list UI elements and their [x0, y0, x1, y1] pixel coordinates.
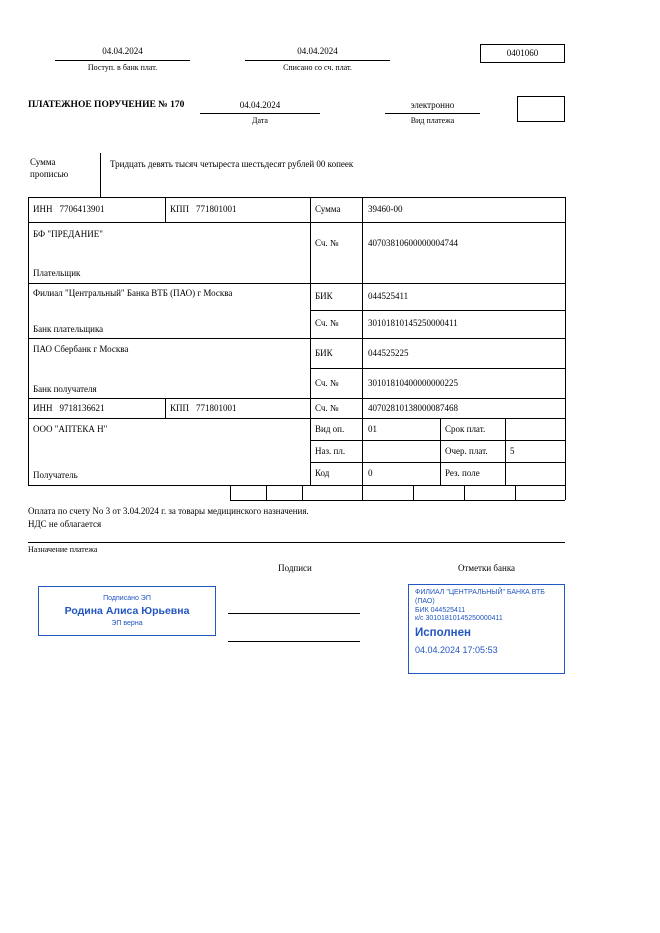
debited-label: Списано со сч. плат.: [283, 63, 352, 72]
table-border: [362, 197, 363, 485]
debited-date: 04.04.2024: [297, 46, 338, 56]
payer-bank-name: Филиал "Центральный" Банка ВТБ (ПАО) г Москва: [33, 288, 233, 298]
table-border: [28, 485, 565, 486]
table-border: [310, 368, 565, 369]
amount-in-words: Тридцать девять тысяч четыреста шестьдесят рублей 00 копеек: [110, 159, 354, 169]
op-type-value: 01: [368, 424, 377, 434]
table-border: [28, 197, 565, 198]
table-border: [440, 418, 441, 485]
status-box: [517, 96, 565, 122]
table-border: [310, 462, 565, 463]
form-code: 0401060: [506, 48, 539, 58]
table-border: [505, 418, 506, 485]
table-border: [310, 440, 565, 441]
table-border: [165, 197, 166, 222]
payer-inn-label: ИНН: [33, 204, 53, 214]
table-border: [165, 398, 166, 418]
payer-name: БФ "ПРЕДАНИЕ": [33, 229, 103, 239]
bank-stamp-name: ФИЛИАЛ "ЦЕНТРАЛЬНЫЙ" БАНКА ВТБ (ПАО): [415, 589, 545, 605]
payer-kpp-value: 771801001: [196, 204, 237, 214]
bank-stamp-status: Исполнен: [415, 627, 471, 639]
sum-label: Сумма: [315, 204, 341, 214]
bank-received-date: 04.04.2024: [102, 46, 143, 56]
underline: [200, 113, 320, 114]
code-label: Код: [315, 468, 330, 478]
table-border: [28, 222, 565, 223]
table-border: [310, 197, 311, 485]
underline: [55, 60, 190, 61]
payer-bank-section-label: Банк плательщика: [33, 324, 104, 334]
payee-bank-bik: 044525225: [368, 348, 409, 358]
payee-account: 40702810138000087468: [368, 403, 458, 413]
priority-value: 5: [510, 446, 515, 456]
signature-stamp-line3: ЭП верна: [111, 620, 143, 627]
bank-stamp-bik: БИК 044525411: [415, 606, 466, 614]
table-border: [230, 500, 565, 501]
signature-line: [228, 613, 360, 614]
underline: [385, 113, 480, 114]
payee-inn: [33, 403, 105, 413]
code-value: 0: [368, 468, 373, 478]
table-border: [28, 418, 565, 419]
payer-bank-bik-label: БИК: [315, 291, 333, 301]
payee-kpp-label: КПП: [170, 403, 190, 413]
table-border: [362, 485, 363, 500]
bank-marks-heading: Отметки банка: [457, 563, 516, 573]
payer-bank-account-label: Сч. №: [315, 318, 339, 328]
table-border: [28, 283, 565, 284]
payee-account-label: Сч. №: [315, 403, 339, 413]
payer-kpp-label: КПП: [170, 204, 190, 214]
payee-inn-value: 9718136621: [59, 403, 105, 413]
table-border: [230, 485, 231, 500]
payee-bank-account: 30101810400000000225: [368, 378, 458, 388]
table-border: [266, 485, 267, 500]
payee-kpp: [170, 403, 237, 413]
document-title: ПЛАТЕЖНОЕ ПОРУЧЕНИЕ № 170: [28, 100, 185, 110]
payee-bank-bik-label: БИК: [315, 348, 333, 358]
payment-term-label: Срок плат.: [445, 424, 486, 434]
table-border: [28, 197, 29, 485]
purpose-section-label: Назначение платежа: [28, 545, 98, 554]
signature-line: [228, 641, 360, 642]
payee-bank-section-label: Банк получателя: [33, 384, 97, 394]
bank-stamp-datetime: 04.04.2024 17:05:53: [415, 645, 498, 655]
document-date: 04.04.2024: [239, 100, 281, 110]
signatory-name: Родина Алиса Юрьевна: [64, 605, 190, 617]
table-border: [565, 197, 566, 500]
payer-section-label: Плательщик: [33, 268, 81, 278]
payee-inn-label: ИНН: [33, 403, 53, 413]
payee-kpp-value: 771801001: [196, 403, 237, 413]
payee-section-label: Получатель: [33, 470, 78, 480]
underline: [28, 542, 565, 543]
form-code-box: [480, 44, 565, 63]
payer-inn-value: 7706413901: [59, 204, 105, 214]
table-border: [28, 398, 565, 399]
payer-bank-bik: 044525411: [368, 291, 409, 301]
purpose-line1: Оплата по счету No 3 от 3.04.2024 г. за товары медицинского назначения.: [28, 506, 309, 516]
divider: [100, 153, 101, 197]
bank-stamp-corr-account: к/с 30101810145250000411: [415, 615, 503, 623]
signature-stamp: [38, 586, 216, 636]
op-type-label: Вид оп.: [315, 424, 345, 434]
table-border: [515, 485, 516, 500]
amount-label-line2: прописью: [30, 169, 69, 179]
bank-received-label: Поступ. в банк плат.: [87, 63, 158, 72]
priority-label: Очер. плат.: [445, 446, 488, 456]
reserve-field-label: Рез. поле: [445, 468, 480, 478]
table-border: [310, 310, 565, 311]
signatures-heading: Подписи: [278, 563, 312, 573]
payer-account: 40703810600000004744: [368, 238, 458, 248]
signature-stamp-line1: Подписано ЭП: [103, 595, 151, 602]
purpose-line2: НДС не облагается: [28, 519, 102, 529]
payer-account-label: Сч. №: [315, 238, 339, 248]
payee-bank-name: ПАО Сбербанк г Москва: [33, 344, 129, 354]
amount-label-line1: Сумма: [30, 157, 56, 167]
payer-kpp: [170, 204, 237, 214]
underline: [245, 60, 390, 61]
payee-bank-account-label: Сч. №: [315, 378, 339, 388]
table-border: [413, 485, 414, 500]
payment-type: электронно: [410, 100, 455, 110]
payment-type-label: Вид платежа: [410, 116, 455, 125]
table-border: [302, 485, 303, 500]
payer-bank-account: 30101810145250000411: [368, 318, 458, 328]
table-border: [28, 338, 565, 339]
bank-stamp: [408, 584, 565, 674]
table-border: [464, 485, 465, 500]
payer-inn: [33, 204, 105, 214]
sum-value: 39460-00: [368, 204, 403, 214]
date-label: Дата: [252, 116, 268, 125]
payee-name: ООО "АПТЕКА Н": [33, 424, 108, 434]
purpose-code-label: Наз. пл.: [315, 446, 346, 456]
